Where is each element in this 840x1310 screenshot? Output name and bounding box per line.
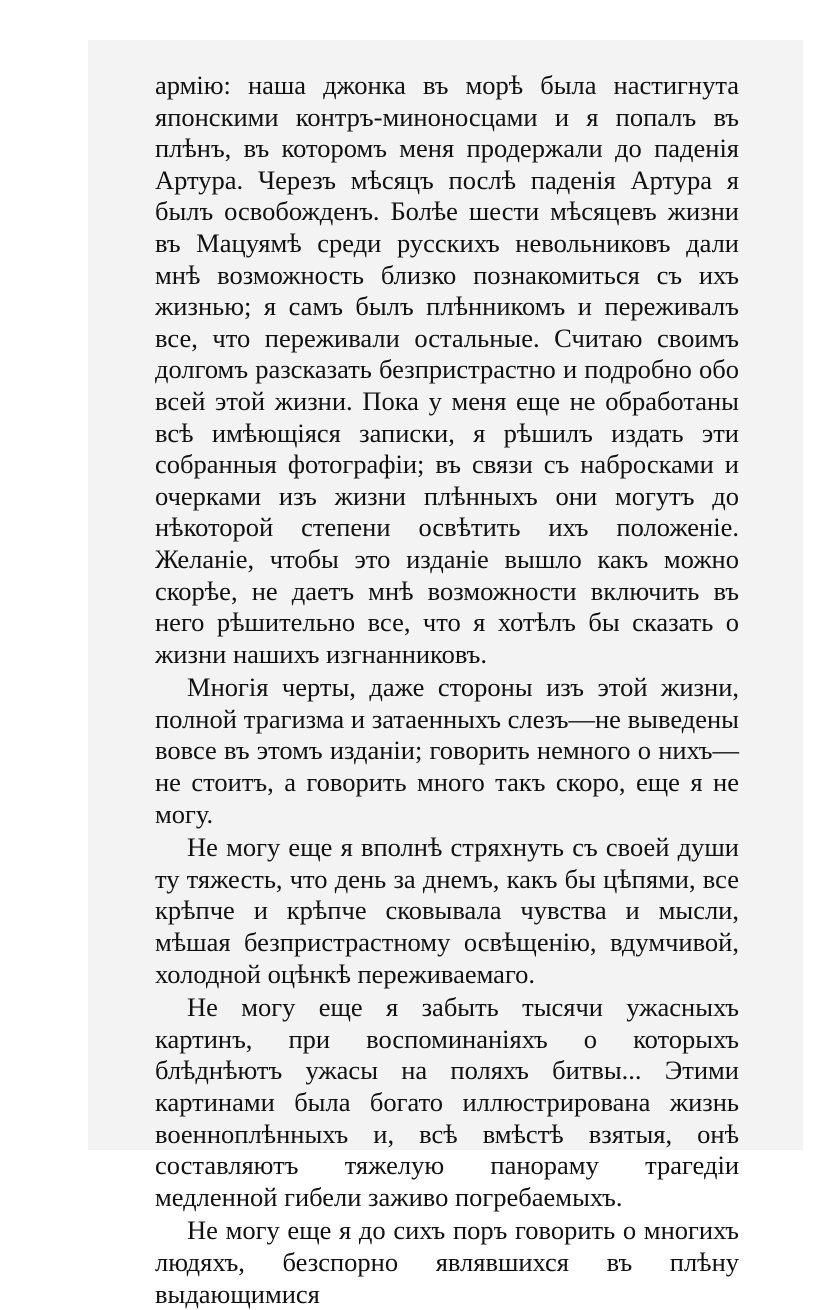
paragraph-3: Не могу еще я вполнѣ стряхнуть съ своей души ту тяжесть, что день за днемъ, какъ бы цѣпями, все крѣпче и крѣпче сковывала чувства и мысли, мѣшая безпристрастному освѣщенію, вдумчивой, холодной оцѣнкѣ переживаемаго. [155,832,739,989]
paragraph-5: Не могу еще я до сихъ поръ говорить о многихъ людяхъ, безспорно являвшихся въ плѣну выдающимися [155,1215,739,1309]
body-text [155,70,739,1310]
paragraph-1: армію: наша джонка въ морѣ была настигнута японскими контръ-миноносцами и я попалъ въ плѣнъ, въ которомъ меня продержали до паденія Артура. Черезъ мѣсяцъ послѣ паденія Артура я былъ освобожденъ. Болѣе шести мѣсяцевъ жизни въ Мацуямѣ среди русскихъ невольниковъ дали мнѣ возможность близко познакомиться съ ихъ жизнью; я самъ былъ плѣнникомъ и переживалъ все, что переживали остальные. Считаю своимъ долгомъ разсказать безпристрастно и подробно обо всей этой жизни. Пока у меня еще не обработаны всѣ имѣющіяся записки, я рѣшилъ издать эти собранныя фотографіи; въ связи съ набросками и очерками изъ жизни плѣнныхъ они могутъ до нѣкоторой степени освѣтить ихъ положеніе. Желаніе, чтобы это изданіе вышло какъ можно скорѣе, не даетъ мнѣ возможности включить въ него рѣшительно все, что я хотѣлъ бы сказать о жизни нашихъ изгнанниковъ. [155,70,739,669]
paragraph-4: Не могу еще я забыть тысячи ужасныхъ картинъ, при воспоминаніяхъ о которыхъ блѣднѣютъ ужасы на поляхъ битвы... Этими картинами была богато иллюстрирована жизнь военноплѣнныхъ и, всѣ вмѣстѣ взятыя, онѣ составляютъ тяжелую панораму трагедіи медленной гибели заживо погребаемыхъ. [155,992,739,1212]
paragraph-2: Многія черты, даже стороны изъ этой жизни, полной трагизма и затаенныхъ слезъ—не выведены вовсе въ этомъ изданіи; говорить немного о нихъ— не стоитъ, а говорить много такъ скоро, еще я не могу. [155,672,739,829]
